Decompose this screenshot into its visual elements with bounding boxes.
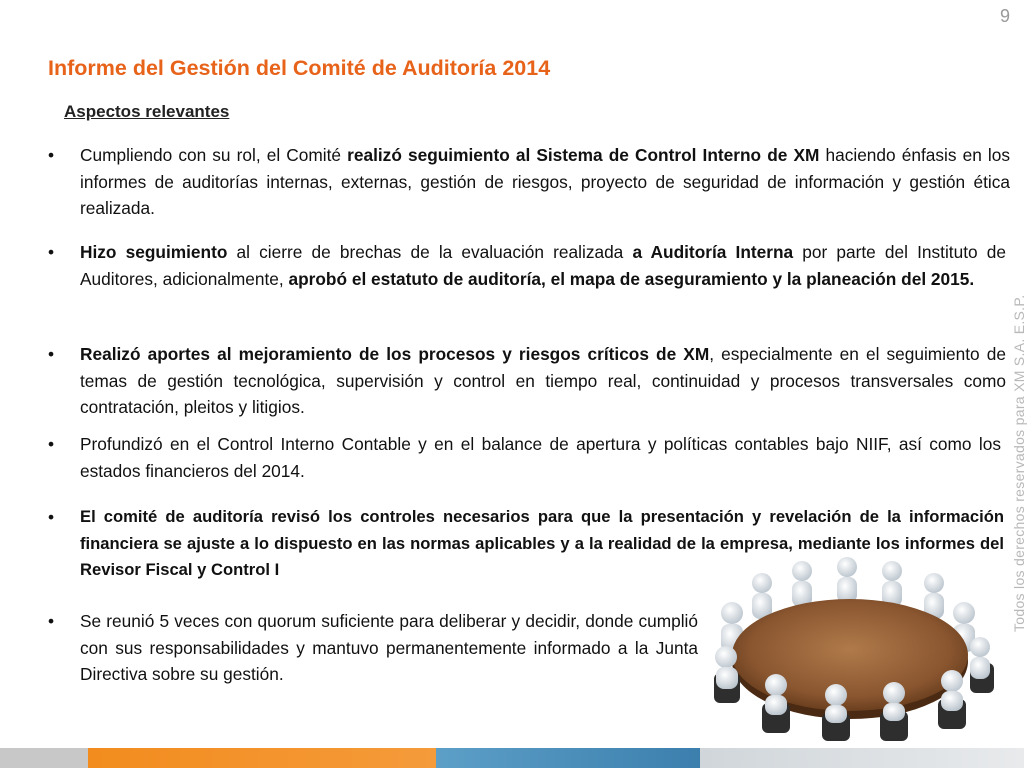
bullet-text-run: haciendo énfasis en los informes de auditorías internas, externas, gestión de riesgos, proyecto de seguridad de información y gestión ética realizada. xyxy=(80,145,1010,218)
copyright-note: Todos los derechos reservados para XM S.A. E.S.P. xyxy=(1011,294,1027,632)
bullet-text xyxy=(80,608,698,688)
bullet-text-run: realizó seguimiento al Sistema de Control Interno de XM xyxy=(347,145,820,165)
slide-title: Informe del Gestión del Comité de Auditoría 2014 xyxy=(48,56,551,80)
bullet-text-run: Profundizó en el Control Interno Contable y en el balance de apertura y políticas contables bajo NIIF, así como los estados financieros del 2014. xyxy=(80,434,1001,481)
bullet-text-run: al cierre de brechas de la evaluación realizada xyxy=(227,242,633,262)
bullet-text xyxy=(80,142,1010,222)
bullet-text-run: aprobó el estatuto de auditoría, el mapa de aseguramiento y la planeación del 2015. xyxy=(288,268,975,289)
bullet-dot: • xyxy=(48,145,55,165)
bullet-dot: • xyxy=(48,434,55,454)
meeting-table-image xyxy=(702,553,998,743)
bullet-text-run: a Auditoría Interna xyxy=(632,242,794,262)
bullet-dot: • xyxy=(48,611,55,631)
bullet-dot: • xyxy=(48,242,55,262)
bullet-text-run: El comité de auditoría revisó los controles necesarios para que la presentación y revelación de la información financiera se ajuste a lo dispuesto en las normas aplicables y a la realidad de la empresa, mediante los informes del Revisor Fiscal y Control I xyxy=(80,507,1004,579)
bullet-text-run: , especialmente en el seguimiento de temas de gestión tecnológica, supervisión y control en tiempo real, continuidad y procesos transversales como contratación, pleitos y litigios. xyxy=(80,344,1006,417)
bullet-text-run: Hizo seguimiento xyxy=(80,242,228,262)
bullet-text-run: Realizó aportes al mejoramiento de los procesos y riesgos críticos de XM xyxy=(80,344,710,364)
bullet-text-run: por parte del Instituto de Auditores, adicionalmente, xyxy=(80,242,1006,289)
slide-subtitle: Aspectos relevantes xyxy=(64,102,230,121)
bullet-text xyxy=(80,341,1006,421)
footer-color-bar xyxy=(0,748,1024,768)
bullet-text-run: Cumpliendo con su rol, el Comité xyxy=(80,145,348,165)
bullet-text-run: Se reunió 5 veces con quorum suficiente para deliberar y decidir, donde cumplió con sus responsabilidades y mantuvo permanentemente informado a la Junta Directiva sobre su gestión. xyxy=(80,611,698,684)
page-number: 9 xyxy=(999,6,1010,26)
bullet-dot: • xyxy=(48,507,55,527)
bullet-text xyxy=(80,239,1006,292)
bullet-text xyxy=(80,431,1001,484)
bullet-dot: • xyxy=(48,344,55,364)
